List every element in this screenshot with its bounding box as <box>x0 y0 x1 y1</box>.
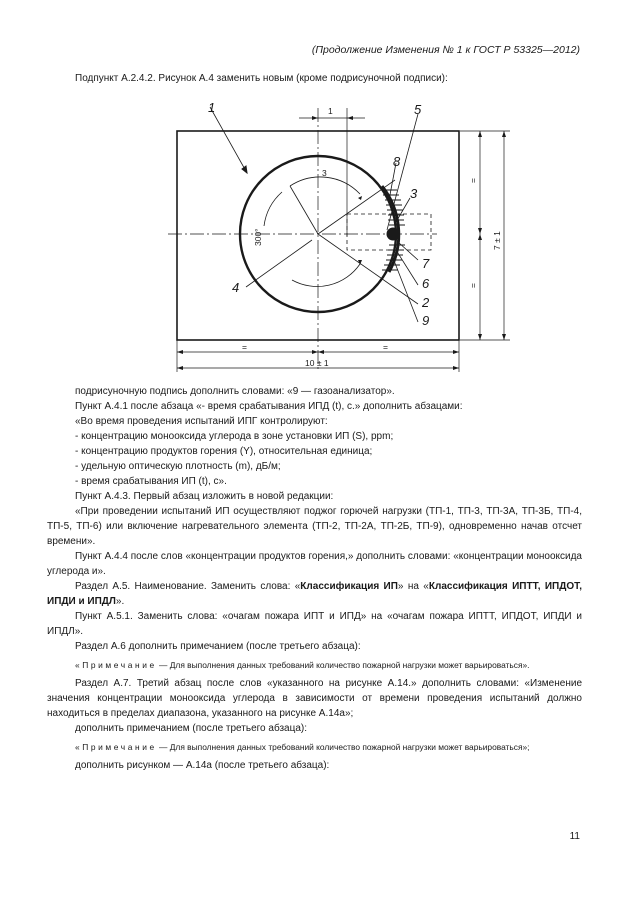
paragraph: Раздел А.6 дополнить примечанием (после третьего абзаца): <box>75 641 361 652</box>
label-2: 2 <box>422 295 430 310</box>
dim-width: 10 ± 1 <box>305 358 329 368</box>
paragraph: Пункт А.4.1 после абзаца «- время срабатывания ИПД (t), с.» дополнить абзацами: <box>75 401 463 412</box>
label-9: 9 <box>422 313 430 328</box>
list-item: - концентрацию монооксида углерода в зоне установки ИП (S), ppm; <box>75 431 394 442</box>
paragraph: Раздел А.7. Третий абзац после слов «указанного на рисунке А.14.» дополнить словами: «Изменение значения концентрации монооксида углерода в зависимости от времени проведения испытаний должно находиться в пределах диапазона, указанного на рисунке А.14а»; <box>47 678 582 719</box>
paragraph: Пункт А.5.1. Заменить слова: «очагам пожара ИПТ и ИПД» на «очагам пожара ИПТТ, ИПДОТ, ИПДИ и ИПДЛ». <box>47 611 582 637</box>
paragraph: подрисуночную подпись дополнить словами: «9 — газоанализатор». <box>75 386 395 397</box>
label-8: 8 <box>393 154 401 169</box>
label-6: 6 <box>422 276 430 291</box>
dim-right-eq-top: = <box>468 178 478 183</box>
dim-right-eq-bottom: = <box>468 283 478 288</box>
note: «Примечание — Для выполнения данных требований количество пожарной нагрузки может варьироваться»; <box>75 742 530 752</box>
paragraph: «Во время проведения испытаний ИПГ контролируют: <box>75 416 328 427</box>
label-3: 3 <box>410 186 418 201</box>
section-a5-paragraph: Раздел А.5. Наименование. Заменить слова: «Классификация ИП» на «Классификация ИПТТ, ИПДОТ, ИПДИ и ИПДЛ». <box>47 581 582 607</box>
angle-label: 300° <box>253 228 263 246</box>
page-header: (Продолжение Изменения № 1 к ГОСТ Р 53325—2012) <box>311 44 580 56</box>
list-item: - концентрацию продуктов горения (Y), относительная единица; <box>75 446 373 457</box>
dim-bottom-right-eq: = <box>383 342 388 352</box>
label-7: 7 <box>422 256 430 271</box>
list-item: - время срабатывания ИП (t), с». <box>75 476 227 487</box>
label-4: 4 <box>232 280 240 295</box>
label-5: 5 <box>414 102 422 117</box>
dim-bottom-left-eq: = <box>242 342 247 352</box>
arc-label-3: 3 <box>322 168 327 178</box>
paragraph: дополнить примечанием (после третьего абзаца): <box>75 723 308 734</box>
label-1: 1 <box>208 100 216 115</box>
paragraph: Пункт А.4.4 после слов «концентрации продуктов горения,» дополнить словами: «концентрации монооксида углерода и». <box>47 551 582 577</box>
document-body <box>47 384 582 773</box>
detector-point <box>387 228 400 241</box>
dim-height: 7 ± 1 <box>492 231 502 250</box>
figure-a4 <box>0 88 630 388</box>
dim-top: 1 <box>328 106 333 116</box>
intro-line: Подпункт А.2.4.2. Рисунок А.4 заменить новым (кроме подрисуночной подписи): <box>75 73 448 84</box>
page-number: 11 <box>569 831 580 842</box>
paragraph: «При проведении испытаний ИП осуществляют поджог горючей нагрузки (ТП-1, ТП-3, ТП-3А, ТП-3Б, ТП-4, ТП-5, ТП-6) или включение нагревательного элемента (ТП-2, ТП-2А, ТП-2Б, ТП-9), одновременно начав отсчет времени». <box>47 506 582 547</box>
paragraph: Пункт А.4.3. Первый абзац изложить в новой редакции: <box>75 491 334 502</box>
list-item: - удельную оптическую плотность (m), дБ/м; <box>75 461 281 472</box>
note: «Примечание — Для выполнения данных требований количество пожарной нагрузки может варьироваться». <box>75 660 530 670</box>
paragraph: дополнить рисунком — А.14а (после третьего абзаца): <box>75 760 330 771</box>
